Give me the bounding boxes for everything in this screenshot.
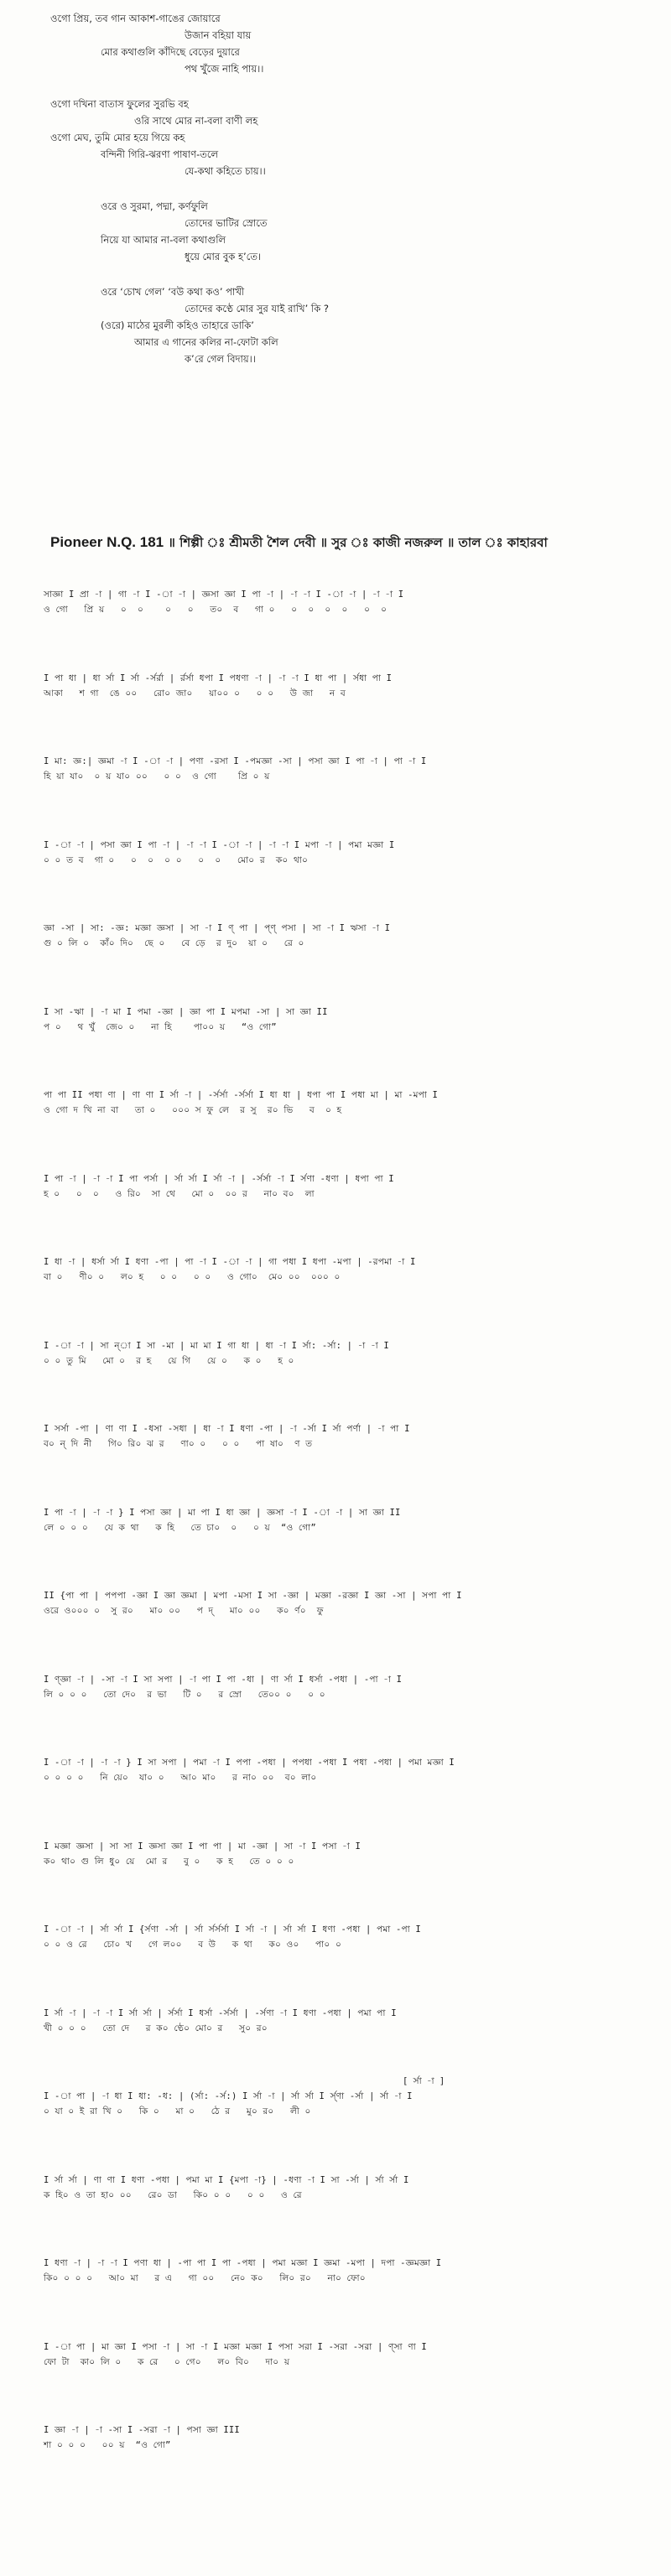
lyric-syllable-line: প ০ থ খুঁ জে০ ০ না হি পা০০ য় “ও গো” xyxy=(44,1022,277,1032)
lyric-line: ওগো দখিনা বাতাস ফুলের সুরভি বহ xyxy=(50,98,189,110)
notation-row xyxy=(44,1171,648,1202)
notation-row xyxy=(44,1922,648,1952)
swara-line: I র্সা র্সা | ণা ণা I ধণা -পধা | পমা মা I {মপা -া} | -ধণা -া I সা -র্সা | র্সা র্সা I xyxy=(44,2175,409,2185)
lyric-syllable-line: ক০ থা০ গু লি ধু০ য়ে মো র বু ০ ক হ তে ০ ০ ০ xyxy=(44,1857,294,1867)
separator: ॥ xyxy=(442,535,459,550)
lyric-syllable-line: ০ যা ০ ই রা খি ০ কি ০ মা ০ ঠে র মু০ র০ লী ০ xyxy=(44,2106,311,2116)
swara-line: I র্সা -া | -া -া I র্সা র্সা | র্সর্সা I ধর্সা -র্সর্সা | -র্সণা -া I ধণা -পধা | পমা পা I xyxy=(44,2008,397,2018)
lyric-line: ওগো প্রিয়, তব গান আকাশ-গাঙের জোয়ারে xyxy=(50,13,221,24)
notation-row xyxy=(44,1839,648,1869)
notation-row xyxy=(44,921,648,951)
lyric-line: পথ খুঁজে নাহি পায়।। xyxy=(185,63,264,75)
notation-row xyxy=(44,1254,648,1285)
lyric-stanza xyxy=(50,10,637,77)
lyric-syllable-line: লি ০ ০ ০ তো দে০ র ভা টি ০ র স্রো তে০০ ০ ০ ০ xyxy=(44,1690,325,1700)
notation-row xyxy=(44,1505,648,1535)
lyric-syllable-line: ও গো প্রি য় ০ ০ ০ ০ ত০ ব গা ০ ০ ০ ০ ০ ০ ০ xyxy=(44,605,388,615)
lyric-syllable-line: হ ০ ০ ০ ও রি০ সা থে মো ০ ০০ র না০ ব০ লা xyxy=(44,1189,315,1199)
lyric-syllable-line: বা ০ ণী০ ০ ল০ হ ০ ০ ০ ০ ও গো০ মে০ ০০ ০০০ ০ xyxy=(44,1272,341,1282)
swara-line: I সা -ঋা | -া মা I পমা -জ্ঞা | জ্ঞা পা I মপমা -সা | সা জ্ঞা II xyxy=(44,1007,328,1017)
lyric-syllable-line: হি য়া যা০ ০ য় যা০ ০০ ০ ০ ও গো প্রি ০ য় xyxy=(44,771,270,782)
notation-row xyxy=(44,587,648,617)
swara-line: জ্ঞা -সা | সা: -জ্ঞ: মজ্ঞা জ্ঞসা | সা -া I ণ্‌ পা | প্‌ণ্‌ পসা | সা -া I ঋসা -া I xyxy=(44,923,391,933)
lyric-syllable-line: ও গো দ খি না বা তা ০ ০০০ স ফু লে র সু র০ ভি ব ০ হ xyxy=(44,1105,342,1115)
swara-line: I ণ্‌জ্ঞা -া | -সা -া I সা সপা | -া পা I পা -ধা | ণা র্সা I ধর্সা -পধা | -পা -া I xyxy=(44,1675,403,1685)
lyric-stanza xyxy=(50,198,637,265)
singer-credit: শিল্পী ঃ শ্রীমতী শৈল দেবী xyxy=(179,535,316,550)
swara-line: I মা: জ্ঞ:| জ্ঞমা -া I -া -া | পণা -রসা I -পমজ্ঞা -সা | পসা জ্ঞা I পা -া | পা -া I xyxy=(44,756,427,766)
lyric-syllable-line: আকা শ গা ঙে ০০ রো০ জা০ য়া০০ ০ ০ ০ উ জা ন ব xyxy=(44,688,346,699)
notation-row xyxy=(44,1588,648,1618)
separator: ॥ xyxy=(164,535,180,550)
record-header xyxy=(50,533,637,554)
lyric-syllable-line: ০ ০ তু মি মো ০ র হ য়ে গি য়ে ০ ক ০ হ ০ xyxy=(44,1356,294,1366)
notation-row xyxy=(44,2173,648,2203)
lyric-syllable-line: লে ০ ০ ০ যে ক থা ক হি তে চা০ ০ ০ য় “ও গো” xyxy=(44,1523,316,1533)
swara-line: I পা -া | -া -া } I পসা জ্ঞা | মা পা I ধা জ্ঞা | জ্ঞসা -া I -া -া | সা জ্ঞা II xyxy=(44,1508,401,1518)
lyric-syllable-line: খী ০ ০ ০ তো দে র ক০ ণ্ঠে০ মো০ র সু০ র০ xyxy=(44,2023,268,2033)
notation-row xyxy=(44,1755,648,1785)
notation-row xyxy=(44,1088,648,1118)
lyric-line: তোদের কণ্ঠে মোর সুর যাই রাখি’ কি ? xyxy=(185,303,330,314)
lyric-line: মোর কথাগুলি কাঁদিছে বেড়ের দুয়ারে xyxy=(101,46,240,58)
notation-row xyxy=(44,838,648,868)
lyric-line: বন্দিনী গিরি-ঝরণা পাষাণ-তলে xyxy=(101,148,219,160)
lyric-syllable-line: ফো টা কা০ লি ০ ক রে ০ গে০ ল০ বি০ দা০ য় xyxy=(44,2357,290,2367)
record-number: Pioneer N.Q. 181 xyxy=(50,534,164,550)
swara-line: I মজ্ঞা জ্ঞসা | সা সা I জ্ঞসা জ্ঞা I পা পা | মা -জ্ঞা | সা -া I পসা -া I xyxy=(44,1841,361,1852)
notation-row xyxy=(44,2256,648,2286)
swara-line: I -া -া | র্সা র্সা I {র্সণা -র্সা | র্সা র্সর্সর্সা I র্সা -া | র্সা র্সা I ধণা -পধা | পমা -পা I xyxy=(44,1924,421,1935)
lyric-line: আমার এ গানের কলির না-ফোটা কলি xyxy=(134,336,278,348)
lyric-syllable-line: শা ০ ০ ০ ০০ য় “ও গো” xyxy=(44,2440,171,2450)
swara-line: I -া পা | -া ধা I ধা: -ধ: | (র্সা: -র্স:) I র্সা -া | র্সা র্সা I র্স্‌ণা -র্সা | র্সা -া I xyxy=(44,2091,413,2101)
lyric-line: উজান বহিয়া যায় xyxy=(185,29,252,41)
swara-line: I পা ধা | ধা র্সা I র্সা -র্সর্রা | র্রর্সা ধপা I পধণা -া | -া -া I ধা পা | র্সধা পা I xyxy=(44,673,393,683)
notation-row xyxy=(44,2006,648,2036)
lyric-line: ক’রে গেল বিদায়।। xyxy=(185,353,256,365)
composer-credit: সুর ঃ কাজী নজরুল xyxy=(331,535,443,550)
lyric-line: ওগো মেঘ, তুমি মোর হয়ে গিয়ে কহ xyxy=(50,132,185,143)
notation-row xyxy=(44,1005,648,1035)
taal-credit: তাল ঃ কাহারবা xyxy=(458,535,548,550)
lyric-line: তোদের ভাটির স্রোতে xyxy=(185,217,268,229)
swara-line: I পা -া | -া -া I পা পর্সা | র্সা র্সা I র্সা -া | -র্সর্সা -া I র্সণা -ধণা | ধপা পা I xyxy=(44,1174,394,1184)
swara-line: I -া -া | -া -া } I সা সপা | পমা -া I পপা -পধা | পপধা -পধা I পধা -পধা | পমা মজ্ঞা I xyxy=(44,1758,455,1768)
swara-line: I -া -া | পসা জ্ঞা I পা -া | -া -া I -া -া | -া -া I মপা -া | পমা মজ্ঞা I xyxy=(44,840,395,850)
swara-line: I ধা -া | ধর্সা র্সা I ধণা -পা | পা -া I -া -া | গা পধা I ধপা -মপা | -রপমা -া I xyxy=(44,1257,416,1267)
notation-row xyxy=(44,1672,648,1702)
swara-line: পা পা II পধা ণা | ণা ণা I র্সা -া | -র্সর্সা -র্সর্সা I ধা ধা | ধপা পা I পধা মা | মা -মপা I xyxy=(44,1090,439,1100)
swara-line: I -া -া | সা ন্‌া I সা -মা | মা মা I গা ধা | ধা -া I র্সা: -র্সা: | -া -া I xyxy=(44,1341,389,1351)
notation-row xyxy=(44,754,648,784)
lyric-syllable-line: গু ০ লি ০ কাঁ০ দি০ ছে ০ বে ড়ে র দু০ য়া ০ রে ০ xyxy=(44,938,304,948)
lyric-line: নিয়ে যা আমার না-বলা কথাগুলি xyxy=(101,234,226,246)
lyrics-poem xyxy=(50,10,637,386)
swara-line: I -া পা | মা জ্ঞা I পসা -া | সা -া I মজ্ঞা মজ্ঞা I পসা সরা I -সরা -সরা | ণ্‌সা ণা I xyxy=(44,2342,427,2352)
notation-row xyxy=(44,2340,648,2370)
lyric-syllable-line: ০ ০ ত ব গা ০ ০ ০ ০ ০ ০ ০ মো০ র ক০ থা০ xyxy=(44,855,309,865)
notation-row xyxy=(44,1338,648,1368)
notation-row xyxy=(44,1421,648,1452)
lyric-stanza xyxy=(50,96,637,179)
notation-row xyxy=(44,2076,648,2119)
notation-row xyxy=(44,2423,648,2453)
lyric-line: (ওরে) মাঠের মুরলী কহিও তাহারে ডাকি’ xyxy=(101,319,254,331)
lyric-syllable-line: ক হি০ ও তা হা০ ০০ রে০ ডা কি০ ০ ০ ০ ০ ও রে xyxy=(44,2190,302,2200)
lyric-syllable-line: কি০ ০ ০ ০ আ০ মা র এ গা ০০ নে০ ক০ লি০ র০ না০ ফো০ xyxy=(44,2273,366,2283)
swara-line: II {পা পা | পপপা -জ্ঞা I জ্ঞা জ্ঞমা | মপা -মসা I সা -জ্ঞা | মজ্ঞা -রজ্ঞা I জ্ঞা -সা | সপা পা I xyxy=(44,1591,462,1601)
lyric-stanza xyxy=(50,283,637,367)
lyric-syllable-line: ০ ০ ০ ০ নি য়ে০ যা০ ০ আ০ মা০ র না০ ০০ ব০ লা০ xyxy=(44,1773,317,1783)
swara-line: I সর্সা -পা | ণা ণা I -ধসা -সধা | ধা -া I ধণা -পা | -া -র্সা I র্সা পর্ণা | -া পা I xyxy=(44,1424,410,1434)
lyric-line: ধুয়ে মোর বুক হ’তে। xyxy=(185,251,262,262)
separator: ॥ xyxy=(315,535,332,550)
lyric-line: ওরি সাথে মোর না-বলা বাণী লহ xyxy=(134,115,258,127)
variant-notes: [ র্সা -া ] xyxy=(403,2076,445,2086)
swara-line: I জ্ঞা -া | -া -সা I -সরা -া | পসা জ্ঞা III xyxy=(44,2425,240,2435)
lyric-line: যে-কথা কহিতে চায়।। xyxy=(185,165,266,177)
lyric-syllable-line: ব০ ন্‌ দি নী গি০ রি০ ঝ র ণা০ ০ ০ ০ পা ষা০ ণ ত xyxy=(44,1439,313,1449)
swara-line: I ধণা -া | -া -া I পণা ধা | -পা পা I পা -পধা | পমা মজ্ঞা I জ্ঞমা -মপা | দপা -জ্ঞমজ্ঞা I xyxy=(44,2258,442,2268)
lyric-line: ওরে ‘চোখ গেল’ ‘বউ কথা কও’ পাখী xyxy=(101,286,245,298)
lyric-syllable-line: ০ ০ ও রে চো০ খ গে ল০০ ব উ ক থা ক০ ও০ পা০ ০ xyxy=(44,1940,341,1950)
notation-row xyxy=(44,671,648,701)
lyric-line: ওরে ও সুরমা, পদ্মা, কর্ণফুলি xyxy=(101,200,208,212)
swara-line: সাজ্ঞা I প্ৰা -া | গা -া I -া -া | জ্ঞসা জ্ঞা I পা -া | -া -া I -া -া | -া -া I xyxy=(44,589,404,600)
lyric-syllable-line: ওরে ও০০০ ০ সু র০ মা০ ০০ প দ্‌ মা০ ০০ ক০ র্ণ০ ফু xyxy=(44,1606,324,1616)
